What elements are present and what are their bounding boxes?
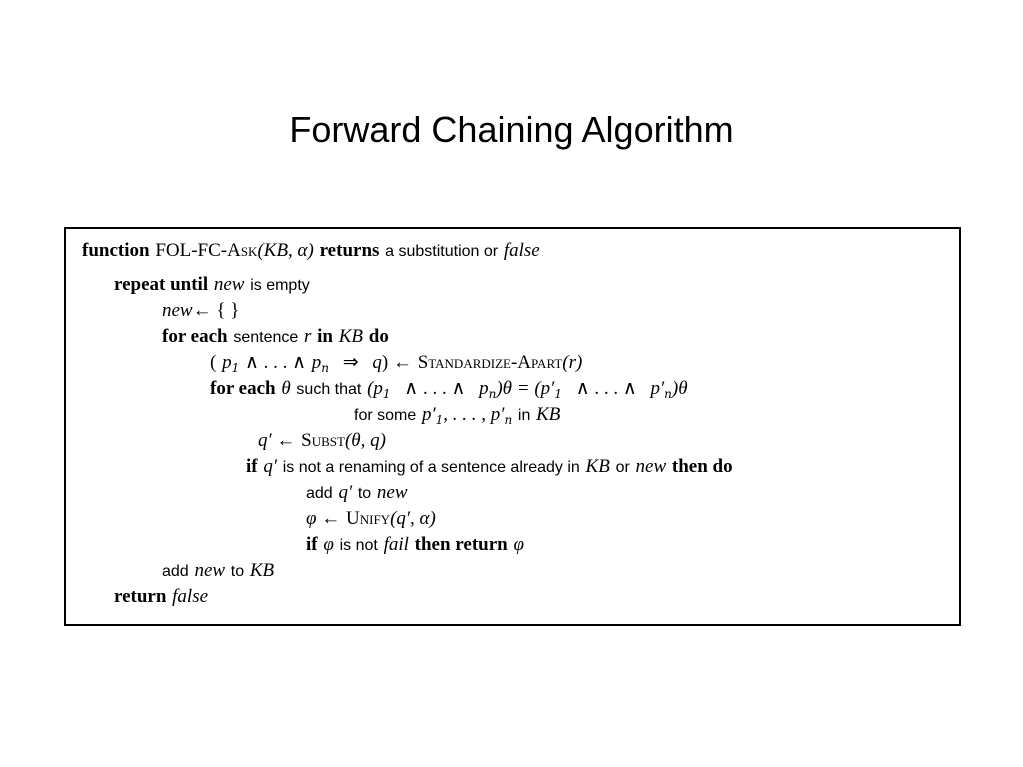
variable: q [372, 352, 382, 373]
algo-line-10 [306, 481, 408, 506]
expression: )θ = (p′ [496, 378, 555, 399]
keyword: do [368, 326, 389, 347]
variable: new [376, 482, 408, 503]
variable: p′ [650, 378, 665, 399]
operator: ⇒ [342, 352, 359, 373]
function-name: Subst [301, 430, 345, 451]
text: or [615, 459, 630, 476]
variable: new [635, 456, 667, 477]
keyword: function [82, 240, 150, 261]
operator: ← { } [192, 300, 240, 321]
text: in [517, 407, 531, 424]
text: for some [354, 407, 417, 424]
variable: θ [281, 378, 291, 399]
expression: q′ ← [258, 430, 296, 451]
algo-line-1 [82, 239, 540, 264]
variable: new [162, 300, 193, 321]
value: fail [383, 534, 409, 555]
algo-line-5 [210, 351, 582, 380]
keyword: if [306, 534, 318, 555]
subscript: n [664, 387, 672, 401]
algo-line-6 [210, 377, 688, 406]
variable: φ [323, 534, 334, 555]
subscript: 1 [382, 387, 391, 401]
variable: KB [249, 560, 275, 581]
variable: new [213, 274, 245, 295]
text: is not [339, 537, 378, 554]
keyword: repeat until [114, 274, 209, 295]
operator: ) ← [381, 352, 412, 373]
algo-line-12 [306, 533, 524, 558]
subscript: 1 [435, 413, 444, 427]
subscript: n [488, 387, 497, 401]
text: to [357, 485, 372, 502]
function-name: Unify [346, 508, 391, 529]
text: to [230, 563, 245, 580]
text: is not a renaming of a sentence already in [282, 459, 580, 476]
text: a substitution or [385, 243, 499, 260]
variable: new [194, 560, 226, 581]
function-args: (KB, α) [257, 240, 314, 261]
text: add [162, 563, 189, 580]
text: sentence [233, 329, 299, 346]
variable: KB [338, 326, 364, 347]
keyword: then return [414, 534, 508, 555]
variable: p′ [421, 404, 436, 425]
function-args: (θ, q) [344, 430, 386, 451]
expression: , . . . , p′ [443, 404, 505, 425]
paren: ( [210, 352, 217, 373]
function-name: Standardize-Apart [417, 352, 563, 373]
keyword: then do [671, 456, 733, 477]
text: is empty [250, 277, 310, 294]
keyword: for each [162, 326, 228, 347]
algo-line-14 [114, 585, 208, 609]
subscript: 1 [231, 361, 240, 375]
operator: ∧ . . . ∧ [404, 378, 466, 399]
keyword: returns [319, 240, 380, 261]
variable: φ [513, 534, 524, 555]
variable: p [311, 352, 322, 373]
algo-line-11 [306, 507, 436, 531]
subscript: n [321, 361, 329, 375]
algo-line-7 [354, 403, 560, 432]
keyword: return [114, 586, 167, 607]
expression: )θ [671, 378, 688, 399]
algo-line-13 [162, 559, 274, 584]
text: add [306, 485, 333, 502]
text: such that [296, 381, 362, 398]
value: false [172, 586, 209, 607]
variable: q′ [263, 456, 277, 477]
variable: KB [585, 456, 610, 477]
function-args: (q′, α) [390, 508, 436, 529]
algo-line-8 [258, 429, 386, 453]
expression: (p [367, 378, 383, 399]
algo-line-2 [114, 273, 310, 298]
variable: q′ [338, 482, 353, 503]
function-args: (r) [562, 352, 583, 373]
value: false [503, 240, 540, 261]
variable: KB [536, 404, 561, 425]
keyword: for each [210, 378, 276, 399]
variable: p [479, 378, 489, 399]
operator: ∧ . . . ∧ [575, 378, 637, 399]
keyword: if [246, 456, 258, 477]
function-name-sc: sk [240, 240, 258, 261]
algo-line-9 [246, 455, 733, 480]
operator: ∧ . . . ∧ [244, 352, 307, 373]
subscript: 1 [554, 387, 562, 401]
slide-title: Forward Chaining Algorithm [289, 109, 734, 150]
algo-line-3 [162, 299, 239, 323]
keyword: in [317, 326, 334, 347]
function-name: FOL-FC-A [155, 240, 241, 261]
expression: φ ← [306, 508, 341, 529]
variable: r [304, 326, 312, 347]
variable: p [222, 352, 232, 373]
subscript: n [504, 413, 513, 427]
algo-line-4 [162, 325, 389, 350]
algorithm-box [64, 227, 961, 626]
